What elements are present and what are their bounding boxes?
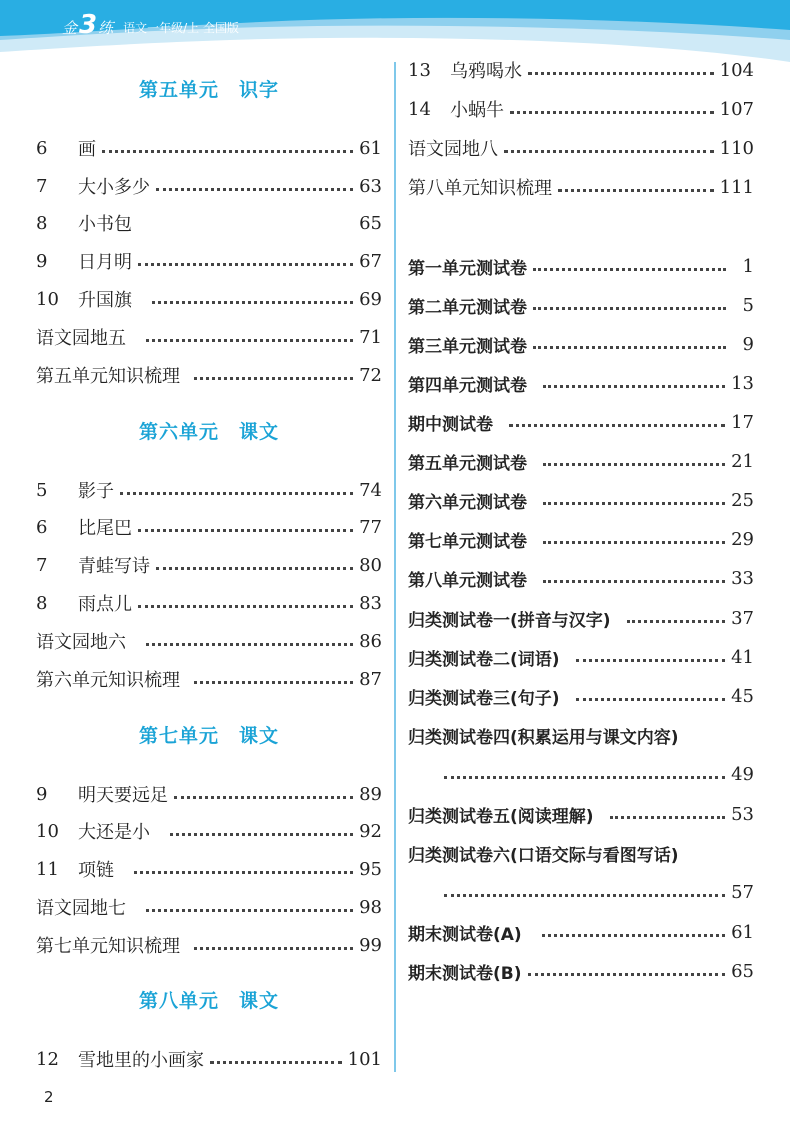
entry-page: 17 (731, 411, 754, 433)
toc-entry[interactable] (36, 627, 382, 655)
entry-page: 98 (359, 896, 382, 918)
toc-entry[interactable] (36, 855, 382, 883)
test-entry-leader-line[interactable] (408, 760, 754, 788)
entry-title: 第七单元测试卷 (408, 531, 527, 552)
entry-page: 1 (742, 255, 754, 277)
entry-number: 7 (36, 175, 48, 197)
toc-entry[interactable] (36, 209, 382, 237)
toc-entry[interactable] (36, 665, 382, 693)
entry-page: 13 (731, 372, 754, 394)
unit7-title: 第七单元 课文 (138, 725, 279, 747)
entry-title: 归类测试卷五(阅读理解) (408, 806, 594, 827)
entry-page: 25 (731, 489, 754, 511)
entry-number: 13 (408, 59, 431, 81)
entry-title: 语文园地七 (36, 898, 126, 919)
entry-title: 日月明 (78, 252, 132, 273)
entry-page: 89 (359, 783, 382, 805)
test-entry[interactable] (408, 643, 754, 671)
page-number: 2 (44, 1088, 54, 1106)
dot-leader (146, 643, 353, 646)
dot-leader (533, 307, 726, 310)
dot-leader (444, 776, 725, 779)
test-entry[interactable] (408, 408, 754, 436)
entry-page: 65 (731, 960, 754, 982)
dot-leader (543, 502, 725, 505)
entry-title: 语文园地八 (408, 139, 498, 160)
dot-leader (543, 385, 725, 388)
unit5-title: 第五单元 识字 (138, 79, 279, 101)
entry-page: 77 (359, 516, 382, 538)
entry-page: 57 (731, 881, 754, 903)
entry-page: 101 (347, 1048, 382, 1070)
entry-page: 29 (731, 528, 754, 550)
entry-title: 小书包 (78, 214, 132, 235)
dot-leader (174, 796, 353, 799)
dot-leader (138, 529, 353, 532)
dot-leader (543, 580, 725, 583)
test-entry[interactable] (408, 447, 754, 475)
toc-entry[interactable] (36, 780, 382, 808)
entry-page: 110 (719, 137, 754, 159)
entry-title: 归类测试卷六(口语交际与看图写话) (408, 845, 679, 866)
dot-leader (533, 346, 726, 349)
dot-leader (170, 833, 353, 836)
dot-leader (504, 150, 714, 153)
entry-title: 画 (78, 139, 96, 160)
toc-entry[interactable] (36, 247, 382, 275)
test-entry-leader-line[interactable] (408, 878, 754, 906)
entry-page: 33 (731, 567, 754, 589)
entry-title: 项链 (78, 860, 114, 881)
book-subtitle: 语文一年级/上 全国版 (123, 21, 239, 35)
dot-leader (156, 188, 353, 191)
test-entry[interactable] (408, 564, 754, 592)
test-entry[interactable] (408, 291, 754, 319)
entry-page: 67 (359, 250, 382, 272)
entry-title: 第七单元知识梳理 (36, 936, 180, 957)
test-entry[interactable] (408, 682, 754, 710)
entry-page: 71 (359, 326, 382, 348)
test-entry[interactable] (408, 918, 754, 946)
toc-entry[interactable] (36, 476, 382, 504)
dot-leader (627, 620, 726, 623)
toc-entry[interactable] (36, 551, 382, 579)
entry-title: 归类测试卷三(句子) (408, 688, 560, 709)
entry-number: 11 (36, 858, 59, 880)
entry-page: 63 (359, 175, 382, 197)
entry-title: 小蜗牛 (450, 100, 504, 121)
entry-number: 10 (36, 288, 59, 310)
dot-leader (194, 947, 353, 950)
entry-title: 明天要远足 (78, 785, 168, 806)
test-entry-title-line[interactable] (408, 721, 754, 749)
entry-number: 9 (36, 783, 48, 805)
entry-page: 95 (359, 858, 382, 880)
entry-title: 第八单元知识梳理 (408, 178, 552, 199)
entry-page: 5 (742, 294, 754, 316)
entry-title: 第八单元测试卷 (408, 570, 527, 591)
test-entry[interactable] (408, 369, 754, 397)
toc-entry[interactable] (408, 173, 754, 201)
toc-entry[interactable] (36, 931, 382, 959)
header-banner (0, 0, 790, 62)
test-entry-title-line[interactable] (408, 839, 754, 867)
test-entry[interactable] (408, 252, 754, 280)
toc-entry[interactable] (36, 817, 382, 845)
dot-leader (509, 424, 725, 427)
dot-leader (444, 894, 725, 897)
dot-leader (210, 1061, 342, 1064)
entry-number: 14 (408, 98, 431, 120)
toc-entry[interactable] (408, 56, 754, 84)
entry-page: 41 (731, 646, 754, 668)
entry-title: 语文园地五 (36, 328, 126, 349)
entry-number: 5 (36, 479, 48, 501)
test-entry[interactable] (408, 486, 754, 514)
entry-title: 归类测试卷四(积累运用与课文内容) (408, 727, 679, 748)
entry-page: 9 (742, 333, 754, 355)
entry-title: 第五单元知识梳理 (36, 366, 180, 387)
entry-title: 大还是小 (78, 822, 150, 843)
entry-title: 影子 (78, 481, 114, 502)
entry-page: 21 (731, 450, 754, 472)
entry-title: 期中测试卷 (408, 414, 493, 435)
entry-page: 104 (719, 59, 754, 81)
entry-page: 53 (731, 803, 754, 825)
entry-title: 第四单元测试卷 (408, 375, 527, 396)
dot-leader (576, 659, 726, 662)
entry-page: 87 (359, 668, 382, 690)
entry-title: 升国旗 (78, 290, 132, 311)
entry-title: 归类测试卷二(词语) (408, 649, 560, 670)
entry-title: 雪地里的小画家 (78, 1050, 204, 1071)
dot-leader (533, 268, 726, 271)
entry-number: 9 (36, 250, 48, 272)
entry-page: 45 (731, 685, 754, 707)
dot-leader (610, 816, 726, 819)
entry-title: 归类测试卷一(拼音与汉字) (408, 610, 611, 631)
dot-leader (543, 541, 725, 544)
dot-leader (528, 72, 714, 75)
entry-title: 期末测试卷(A) (408, 924, 522, 945)
entry-title: 青蛙写诗 (78, 556, 150, 577)
toc-entry[interactable] (36, 589, 382, 617)
entry-page: 72 (359, 364, 382, 386)
dot-leader (146, 909, 353, 912)
column-divider (394, 62, 396, 1072)
entry-title: 第二单元测试卷 (408, 297, 527, 318)
unit8-title: 第八单元 课文 (138, 990, 279, 1012)
entry-number: 10 (36, 820, 59, 842)
test-entry[interactable] (408, 604, 754, 632)
entry-number: 12 (36, 1048, 59, 1070)
entry-title: 第五单元测试卷 (408, 453, 527, 474)
toc-entry[interactable] (36, 513, 382, 541)
toc-entry[interactable] (36, 893, 382, 921)
test-entry[interactable] (408, 330, 754, 358)
test-entry[interactable] (408, 800, 754, 828)
dot-leader (194, 681, 353, 684)
dot-leader (542, 934, 725, 937)
dot-leader (134, 871, 353, 874)
entry-page: 107 (719, 98, 754, 120)
entry-number: 6 (36, 516, 48, 538)
toc-entry[interactable] (36, 1045, 382, 1073)
dot-leader (576, 698, 726, 701)
brand-logo (62, 6, 239, 38)
dot-leader (194, 377, 353, 380)
toc-entry[interactable] (36, 361, 382, 389)
dot-leader (146, 339, 353, 342)
toc-entry[interactable] (36, 285, 382, 313)
entry-number: 8 (36, 592, 48, 614)
dot-leader (558, 189, 714, 192)
dot-leader (156, 567, 353, 570)
toc-entry[interactable] (36, 172, 382, 200)
brand-char-1: 金 (62, 19, 78, 37)
entry-title: 乌鸦喝水 (450, 61, 522, 82)
entry-title: 第三单元测试卷 (408, 336, 527, 357)
entry-title: 第六单元知识梳理 (36, 670, 180, 691)
dot-leader (138, 263, 353, 266)
dot-leader (510, 111, 714, 114)
toc-entry[interactable] (36, 134, 382, 162)
entry-number: 8 (36, 212, 48, 234)
unit6-title: 第六单元 课文 (138, 421, 279, 443)
test-entry[interactable] (408, 957, 754, 985)
entry-page: 111 (719, 176, 754, 198)
entry-title: 雨点儿 (78, 594, 132, 615)
brand-char-3: 练 (98, 19, 114, 37)
dot-leader (152, 301, 353, 304)
dot-leader (543, 463, 725, 466)
entry-title: 语文园地六 (36, 632, 126, 653)
entry-page: 61 (359, 137, 382, 159)
entry-number: 7 (36, 554, 48, 576)
toc-entry[interactable] (408, 134, 754, 162)
entry-title: 大小多少 (78, 177, 150, 198)
toc-entry[interactable] (408, 95, 754, 123)
entry-title: 第六单元测试卷 (408, 492, 527, 513)
entry-number: 6 (36, 137, 48, 159)
brand-char-2: 3 (79, 10, 98, 40)
dot-leader (102, 150, 353, 153)
entry-page: 86 (359, 630, 382, 652)
test-entry[interactable] (408, 525, 754, 553)
entry-page: 37 (731, 607, 754, 629)
entry-page: 99 (359, 934, 382, 956)
entry-page: 69 (359, 288, 382, 310)
entry-page: 74 (359, 479, 382, 501)
toc-entry[interactable] (36, 323, 382, 351)
entry-title: 第一单元测试卷 (408, 258, 527, 279)
entry-title: 期末测试卷(B) (408, 963, 522, 984)
entry-page: 61 (731, 921, 754, 943)
entry-page: 92 (359, 820, 382, 842)
entry-page: 49 (731, 763, 754, 785)
dot-leader (138, 605, 353, 608)
entry-title: 比尾巴 (78, 518, 132, 539)
dot-leader (528, 973, 726, 976)
entry-page: 83 (359, 592, 382, 614)
dot-leader (120, 492, 353, 495)
entry-page: 65 (359, 212, 382, 234)
entry-page: 80 (359, 554, 382, 576)
